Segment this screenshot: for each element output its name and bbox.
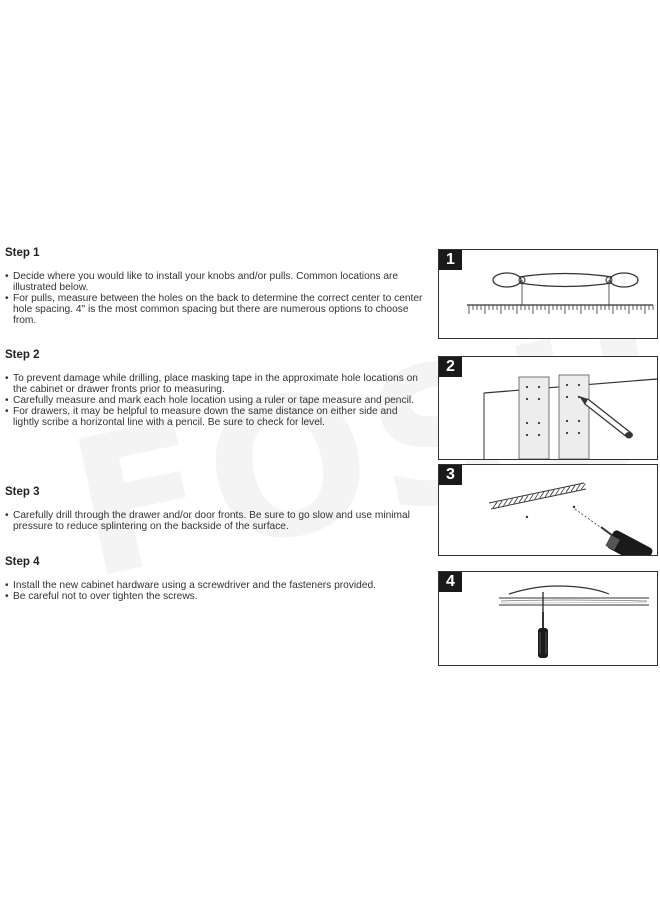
step-2-bullets [5,373,423,428]
list-item: • Decide where you would like to install your knobs and/or pulls. Common locations are illustrated below. [5,271,423,293]
panel-2 [438,356,658,460]
screwdriver-install-illustration [439,572,657,665]
panel-number: 2 [439,357,462,377]
step-2 [5,349,423,428]
panel-4 [438,571,658,666]
step-3-bullets [5,510,423,532]
list-item: • To prevent damage while drilling, place masking tape in the approximate hole locations on the cabinet or drawer fronts prior to measuring. [5,373,423,395]
panel-number: 4 [439,572,462,592]
pull-on-ruler-illustration [439,250,657,338]
step-2-title: Step 2 [5,349,40,361]
panel-3 [438,464,658,556]
list-item: • Install the new cabinet hardware using a screwdriver and the fasteners provided. [5,580,423,591]
list-item: • For drawers, it may be helpful to measure down the same distance on either side and lightly scribe a horizontal line with a pencil. Be sure to check for level. [5,406,423,428]
step-3-title: Step 3 [5,486,40,498]
list-item: • Be careful not to over tighten the screws. [5,591,423,602]
list-item: • Carefully measure and mark each hole location using a ruler or tape measure and pencil. [5,395,423,406]
step-4-bullets [5,580,423,602]
step-1-title: Step 1 [5,247,40,259]
step-1 [5,247,423,326]
panel-number: 3 [439,465,462,485]
step-3 [5,486,423,532]
list-item: • For pulls, measure between the holes on the back to determine the correct center to center hole spacing. 4" is the most common spacing but there are numerous options to choose from. [5,293,423,326]
drawer-masking-tape-pencil-illustration [439,357,657,459]
step-1-bullets [5,271,423,326]
step-4 [5,556,423,602]
drill-through-front-illustration [439,465,657,555]
list-item: • Carefully drill through the drawer and/or door fronts. Be sure to go slow and use minimal pressure to reduce splintering on the backside of the surface. [5,510,423,532]
step-4-title: Step 4 [5,556,40,568]
panel-1 [438,249,658,339]
panel-number: 1 [439,250,462,270]
